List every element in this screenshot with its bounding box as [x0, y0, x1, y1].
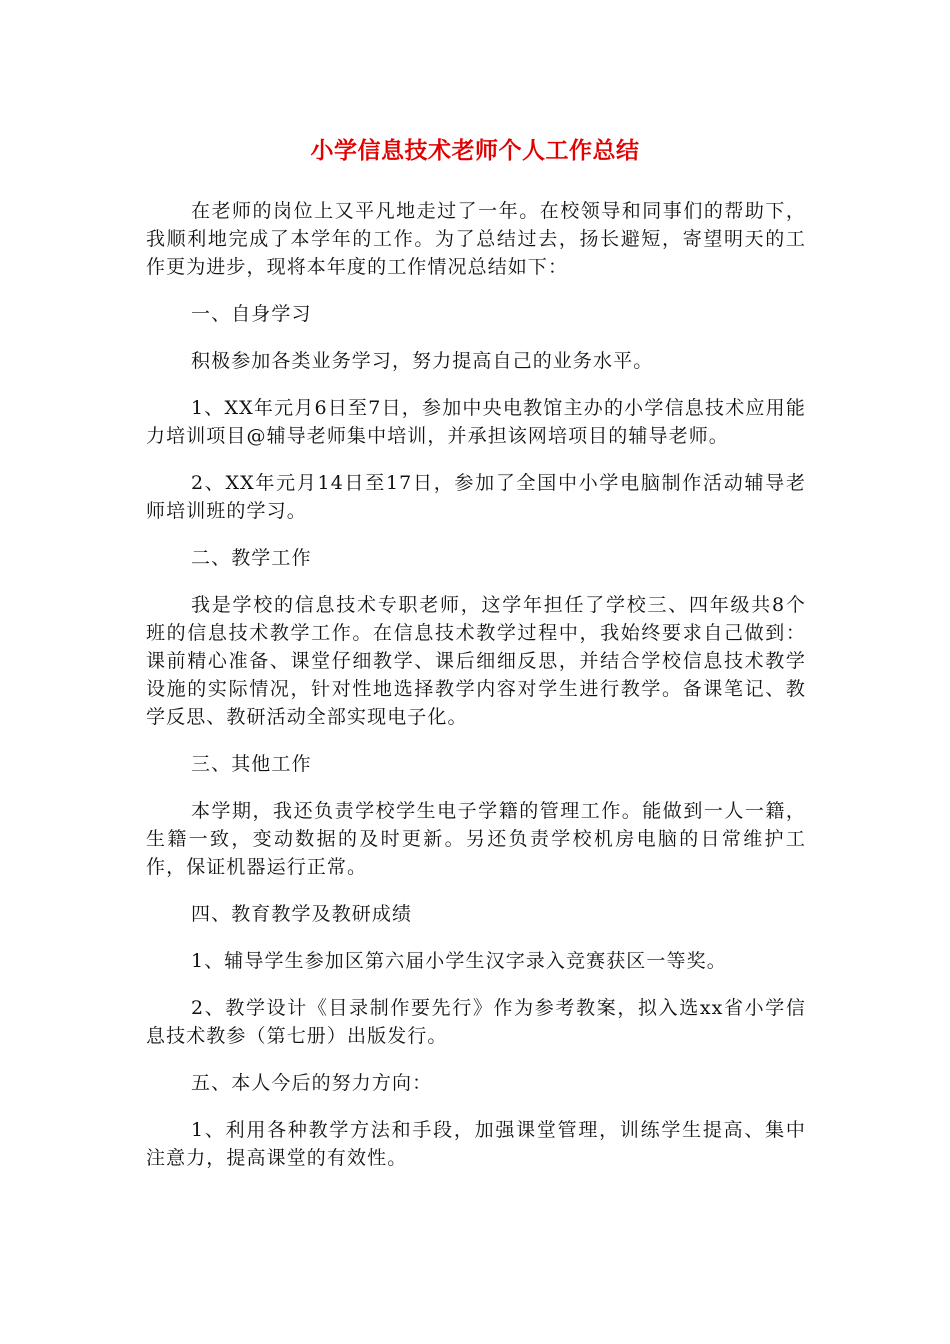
list-item: 1、XX年元月6日至7日，参加中央电教馆主办的小学信息技术应用能力培训项目@辅导老师集中培训，并承担该网培项目的辅导老师。 — [146, 397, 806, 447]
section-heading-other-work: 三、其他工作 — [191, 753, 312, 775]
list-item: 1、辅导学生参加区第六届小学生汉字录入竞赛获区一等奖。 — [191, 950, 727, 972]
section-heading-future-direction: 五、本人今后的努力方向： — [191, 1072, 433, 1094]
document-title: 小学信息技术老师个人工作总结 — [310, 138, 640, 164]
section-heading-achievements: 四、教育教学及教研成绩 — [191, 903, 413, 925]
intro-paragraph: 在老师的岗位上又平凡地走过了一年。在校领导和同事们的帮助下，我顺利地完成了本学年的工作。为了总结过去，扬长避短，寄望明天的工作更为进步，现将本年度的工作情况总结如下： — [146, 200, 806, 278]
paragraph: 积极参加各类业务学习，努力提高自己的业务水平。 — [191, 350, 654, 372]
paragraph: 本学期，我还负责学校学生电子学籍的管理工作。能做到一人一籍，生籍一致，变动数据的及时更新。另还负责学校机房电脑的日常维护工作，保证机器运行正常。 — [146, 800, 806, 878]
list-item: 1、利用各种教学方法和手段，加强课堂管理，训练学生提高、集中注意力，提高课堂的有效性。 — [146, 1119, 806, 1169]
list-item: 2、教学设计《目录制作要先行》作为参考教案，拟入选xx省小学信息技术教参（第七册）出版发行。 — [146, 997, 806, 1047]
paragraph: 我是学校的信息技术专职老师，这学年担任了学校三、四年级共8个班的信息技术教学工作。在信息技术教学过程中，我始终要求自己做到：课前精心准备、课堂仔细教学、课后细细反思，并结合学校信息技术教学设施的实际情况，针对性地选择教学内容对学生进行教学。备课笔记、教学反思、教研活动全部实现电子化。 — [146, 594, 806, 728]
section-heading-teaching: 二、教学工作 — [191, 547, 312, 569]
list-item: 2、XX年元月14日至17日，参加了全国中小学电脑制作活动辅导老师培训班的学习。 — [146, 472, 806, 522]
document-body — [146, 197, 806, 1191]
section-heading-self-study: 一、自身学习 — [191, 303, 312, 325]
